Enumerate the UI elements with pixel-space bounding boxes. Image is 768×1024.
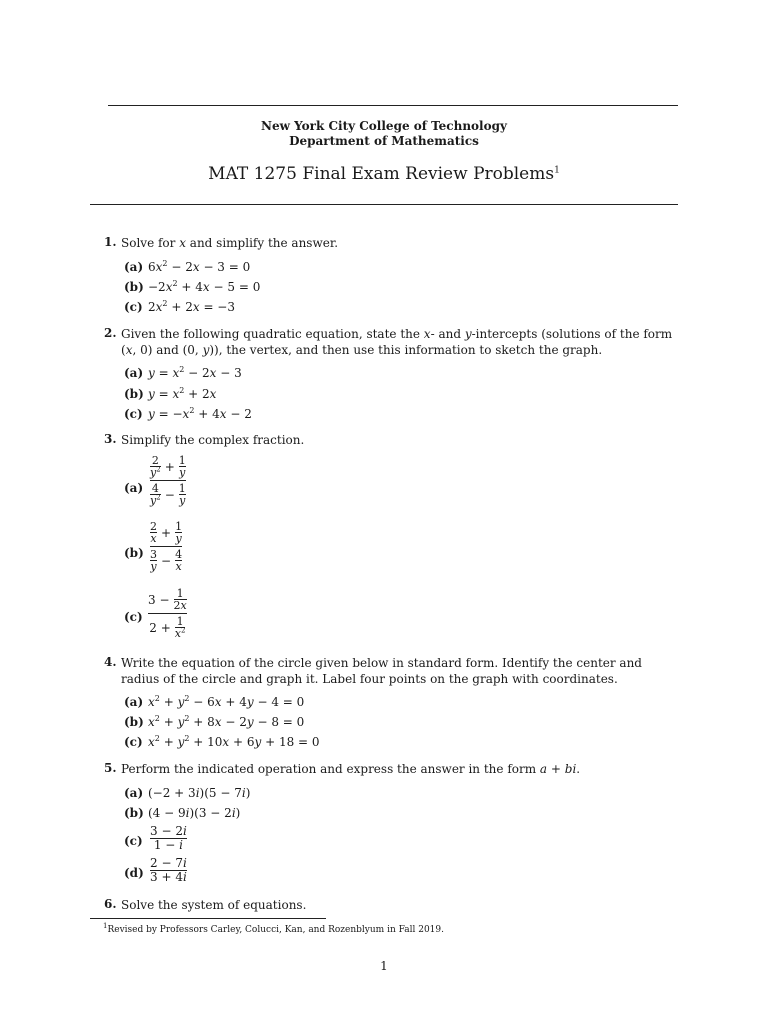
problem-item (124, 280, 260, 294)
item-expression: $-2x^2 + 4x - 5 = 0$ (148, 279, 261, 294)
item-expression: $x^2 + y^2 + 8x - 2y - 8 = 0$ (148, 714, 305, 729)
fraction: $\frac{4}{y^2}$ (150, 482, 161, 507)
item-expression: (4 − 9i)(3 − 2i) (148, 806, 241, 820)
footnote-rule (90, 918, 326, 919)
problem-item (124, 260, 250, 274)
page-title (0, 164, 768, 184)
problem-text: Perform the indicated operation and express the answer in the form a + bi. (121, 762, 581, 776)
item-label: (b) (124, 806, 144, 820)
problem-item (124, 806, 240, 820)
problem-item (124, 366, 242, 380)
problem-number: 1. (104, 235, 117, 249)
college-name: New York City College of Technology (261, 119, 507, 133)
fraction-bar (150, 480, 186, 481)
item-expression: $y = x^2 + 2x$ (148, 386, 217, 401)
problem-number: 4. (104, 655, 117, 669)
problem-item (124, 786, 250, 800)
item-label: (a) (124, 786, 144, 800)
item-label: (a) (124, 695, 144, 709)
item-label: (d) (124, 866, 144, 880)
problem-item (124, 300, 235, 314)
top-rule (108, 105, 678, 106)
complex-fraction: $\frac{2}{x}$ + $\frac{1}{y}$ $\frac{3}{y}$ − $\frac{4}{x}$ (150, 520, 183, 573)
problem-item (124, 715, 304, 729)
item-label: (c) (124, 300, 143, 314)
fraction: $\frac{1}{y}$ (178, 454, 186, 479)
fraction: $\frac{3 - 2i}{1 - i}$ (150, 824, 187, 852)
fraction: $\frac{1}{x^2}$ (174, 615, 186, 640)
fraction: $\frac{2 - 7i}{3 + 4i}$ (150, 856, 187, 884)
problem-item (124, 387, 216, 401)
item-label: (b) (124, 546, 144, 560)
problem-item (124, 407, 252, 421)
title-footnote-mark: 1 (554, 165, 560, 176)
item-expression: $2x^2 + 2x = -3$ (148, 299, 235, 314)
item-label: (b) (124, 387, 144, 401)
fraction: $\frac{4}{x}$ (175, 548, 183, 573)
item-label: (c) (124, 610, 143, 624)
item-expression: $x^2 + y^2 - 6x + 4y - 4 = 0$ (148, 694, 305, 709)
item-label: (c) (124, 834, 143, 848)
footnote (103, 922, 444, 935)
fraction: $\frac{1}{2x}$ (173, 587, 187, 612)
fraction: $\frac{3}{y}$ (150, 548, 157, 573)
item-expression: $y = x^2 - 2x - 3$ (148, 365, 242, 380)
item-label: (a) (124, 481, 144, 495)
fraction: $\frac{2}{x}$ (150, 520, 157, 545)
item-label: (b) (124, 715, 144, 729)
problem-item (124, 735, 320, 749)
header-bottom-rule (90, 204, 678, 205)
page-number: 1 (380, 959, 388, 973)
complex-fraction: $\frac{2}{y^2}$ + $\frac{1}{y}$ $\frac{4}{y^2}$ − $\frac{1}{y}$ (150, 454, 186, 507)
fraction: $\frac{2}{y^2}$ (150, 454, 161, 479)
problem-text: Given the following quadratic equation, state the x- and y-intercepts (solutions of the form (x, 0) and (0, y)), the vertex, and then use this information to sketch the graph. (121, 327, 673, 357)
problem-number: 6. (104, 897, 117, 911)
problem-text: Solve for x and simplify the answer. (121, 236, 339, 250)
problem-number: 5. (104, 761, 117, 775)
problem-item (124, 695, 304, 709)
item-expression: $x^2 + y^2 + 10x + 6y + 18 = 0$ (148, 734, 320, 749)
problem-number: 3. (104, 432, 117, 446)
problem-text: Solve the system of equations. (121, 898, 307, 912)
footnote-mark: 1 (103, 922, 108, 930)
item-label: (c) (124, 735, 143, 749)
complex-fraction: 3 − $\frac{1}{2x}$ 2 + $\frac{1}{x^2}$ (148, 587, 187, 640)
fraction-bar (150, 546, 182, 547)
item-label: (a) (124, 260, 144, 274)
item-label: (c) (124, 407, 143, 421)
item-label: (b) (124, 280, 144, 294)
problem-number: 2. (104, 326, 117, 340)
fraction: $\frac{1}{y}$ (178, 482, 186, 507)
item-expression: $y = -x^2 + 4x - 2$ (148, 406, 252, 421)
footnote-text: Revised by Professors Carley, Colucci, Kan, and Rozenblyum in Fall 2019. (107, 925, 444, 935)
page-title-text: MAT 1275 Final Exam Review Problems (208, 164, 555, 184)
department-name: Department of Mathematics (289, 134, 479, 148)
item-label: (a) (124, 366, 144, 380)
problem-text: Simplify the complex fraction. (121, 433, 305, 447)
fraction-bar (148, 613, 187, 614)
fraction: $\frac{1}{y}$ (175, 520, 183, 545)
item-expression: $6x^2 - 2x - 3 = 0$ (148, 259, 251, 274)
item-expression: (−2 + 3i)(5 − 7i) (148, 786, 251, 800)
problem-text: Write the equation of the circle given below in standard form. Identify the center and radius of the circle and graph it. Label four points on the graph with coordinates. (121, 656, 642, 686)
